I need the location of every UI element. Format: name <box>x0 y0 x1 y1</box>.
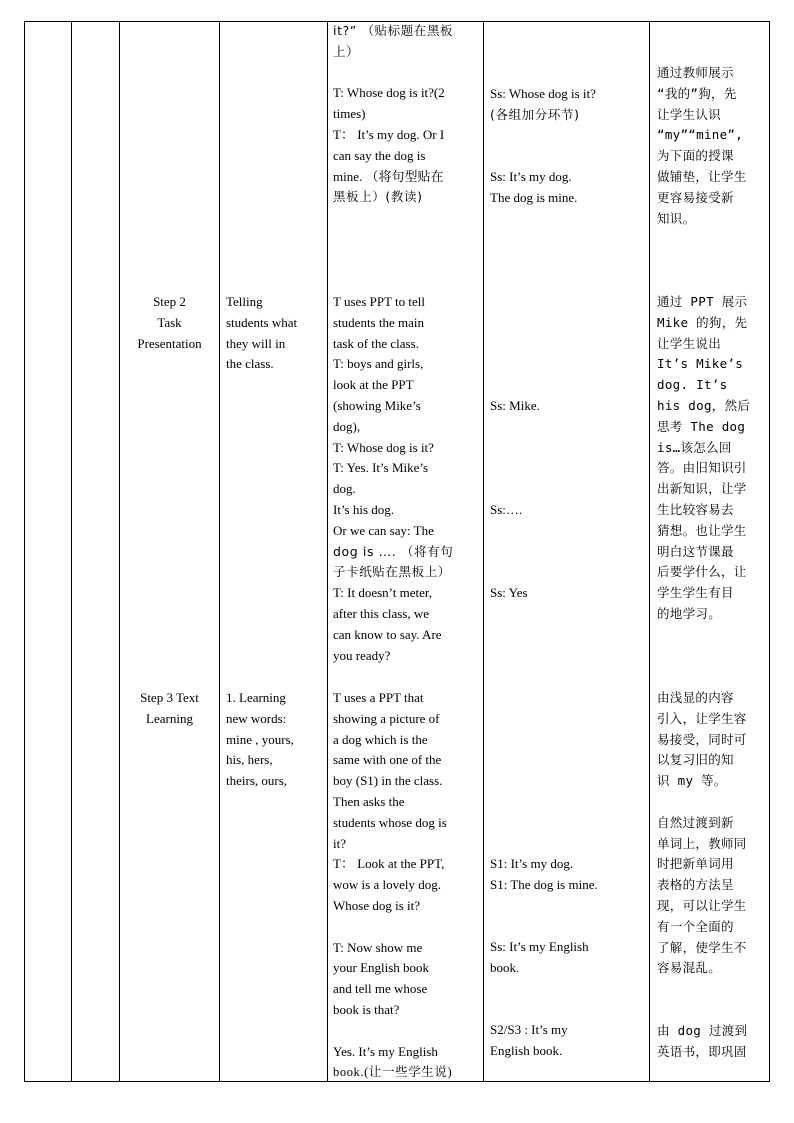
text-line: Mike 的狗，先 <box>657 314 748 330</box>
column-divider <box>219 21 220 1082</box>
text-line: his dog，然后 <box>657 397 751 413</box>
step3-content <box>226 688 319 792</box>
text-line: 英语书，即巩固 <box>657 1043 747 1059</box>
text-line: Telling <box>226 294 263 309</box>
text-line: 时把新单词用 <box>657 856 734 872</box>
text-line: Ss: Whose dog is it? <box>490 86 596 101</box>
text-line <box>490 1000 642 1021</box>
text-line <box>333 63 477 84</box>
text-line: 后要学什么，让 <box>657 564 747 580</box>
text-line: dog. <box>333 481 356 497</box>
text-line: task of the class. <box>333 335 419 351</box>
text-line: 出新知识，让学 <box>657 481 747 497</box>
text-line: mine , yours, <box>226 731 294 747</box>
text-line: same with one of the <box>333 752 442 768</box>
text-line: times) <box>333 106 366 122</box>
text-line: Then asks the <box>333 793 405 809</box>
step3-label: Step 3 Text Learning <box>140 690 199 726</box>
text-line: your English book <box>333 960 430 976</box>
text-line: after this class, we <box>333 605 430 621</box>
text-line: Ss: It’s my dog. <box>490 169 572 185</box>
text-line: 有一个全面的 <box>657 918 734 934</box>
text-line <box>490 916 642 937</box>
text-line: English book. <box>490 1043 563 1059</box>
top-teacher-activity <box>333 21 477 208</box>
text-line: 更容易接受新 <box>657 189 734 205</box>
text-line: T: It doesn’t meter, <box>333 585 432 601</box>
text-line: 学生学生有目 <box>657 585 734 601</box>
text-line: 由浅显的内容 <box>657 690 734 705</box>
text-line: students what <box>226 314 298 330</box>
text-line: 识 my 等。 <box>657 773 727 789</box>
column-divider <box>71 21 72 1082</box>
text-line: 的地学习。 <box>657 605 722 621</box>
text-line: “my”“mine”, <box>657 127 744 143</box>
text-line: they will in <box>226 335 286 351</box>
text-line: T: Yes. It’s Mike’s <box>333 460 429 476</box>
text-line: T： It’s my dog. Or I <box>333 126 445 142</box>
text-line <box>333 917 477 938</box>
text-line: 黑板上）(教读) <box>333 189 423 205</box>
text-line <box>657 979 763 1000</box>
text-line <box>657 1000 763 1021</box>
text-line: S1: It’s my dog. <box>490 856 574 871</box>
text-line: and tell me whose <box>333 981 428 997</box>
text-line: 容易混乱。 <box>657 960 722 976</box>
text-line: his, hers, <box>226 752 273 768</box>
text-line: 让学生说出 <box>657 335 722 351</box>
text-line: Ss: Mike. <box>490 398 540 413</box>
text-line: 易接受，同时可 <box>657 731 747 747</box>
text-line: T: boys and girls, <box>333 356 424 372</box>
text-line: Yes. It’s my English <box>333 1043 438 1059</box>
text-line: It’s Mike’s <box>657 356 744 372</box>
text-line <box>490 146 642 167</box>
text-line: can know to say. Are <box>333 626 442 642</box>
text-line: book is that? <box>333 1001 400 1017</box>
text-line: book.(让一些学生说) <box>333 1065 453 1080</box>
text-line: theirs, ours, <box>226 773 288 789</box>
text-line: book. <box>490 959 520 975</box>
top-student-activity <box>490 84 642 209</box>
text-line: 做铺垫，让学生 <box>657 168 747 184</box>
text-line: T: Now show me <box>333 939 423 955</box>
top-design-notes <box>657 63 763 229</box>
text-line: T uses a PPT that <box>333 690 424 705</box>
step2-content <box>226 292 319 375</box>
text-line: dog), <box>333 418 361 434</box>
text-line: Ss: Yes <box>490 585 528 601</box>
text-line: S1: The dog is mine. <box>490 876 598 892</box>
step3-teacher-activity <box>333 688 477 1083</box>
step2-design-notes <box>657 292 763 625</box>
text-line: 由 dog 过渡到 <box>657 1022 748 1038</box>
text-line: 子卡纸贴在黑板上） <box>333 564 451 580</box>
text-line: (各组加分环节) <box>490 106 580 122</box>
text-line: a dog which is the <box>333 731 428 747</box>
text-line: dog is …. （将有句 <box>333 543 454 559</box>
text-line: Or we can say: The <box>333 522 434 538</box>
text-line: 1. Learning <box>226 690 286 705</box>
column-divider <box>483 21 484 1082</box>
text-line: T： Look at the PPT, <box>333 856 445 872</box>
text-line: 通过 PPT 展示 <box>657 294 748 309</box>
text-line: wow is a lovely dog. <box>333 877 441 893</box>
text-line: Ss: It’s my English <box>490 939 589 955</box>
text-line: It’s his dog. <box>333 501 395 517</box>
text-line: you ready? <box>333 647 391 663</box>
text-line: 让学生认识 <box>657 106 722 122</box>
text-line: The dog is mine. <box>490 189 578 205</box>
text-line: look at the PPT <box>333 377 414 393</box>
text-line: 明白这节课最 <box>657 543 734 559</box>
text-line: 生比较容易去 <box>657 501 734 517</box>
column-divider <box>649 21 650 1082</box>
column-divider <box>24 21 25 1082</box>
step3-student-activity <box>490 854 642 1062</box>
text-line: boy (S1) in the class. <box>333 773 443 789</box>
text-line: 表格的方法呈 <box>657 877 734 893</box>
step3-design-notes <box>657 688 763 1062</box>
text-line: Ss:…. <box>490 501 523 517</box>
text-line: dog. It’s <box>657 377 728 393</box>
text-line: “我的”狗，先 <box>657 85 737 101</box>
text-line: it?” （贴标题在黑板 <box>333 23 454 38</box>
column-divider <box>119 21 120 1082</box>
step2-label: Step 2 Task Presentation <box>137 294 202 351</box>
text-line: T: Whose dog is it? <box>333 439 434 455</box>
text-line: 现，可以让学生 <box>657 897 747 913</box>
text-line: 知识。 <box>657 210 696 226</box>
text-line: 猜想。也让学生 <box>657 522 747 538</box>
text-line: T: Whose dog is it?(2 <box>333 85 445 101</box>
text-line <box>490 896 642 917</box>
text-line: 以复习旧的知 <box>657 752 734 768</box>
text-line: is…该怎么回 <box>657 439 732 455</box>
column-divider <box>327 21 328 1082</box>
text-line: S2/S3 : It’s my <box>490 1022 568 1038</box>
text-line: it? <box>333 835 346 851</box>
text-line: 思考 The dog <box>657 418 746 434</box>
text-line: can say the dog is <box>333 147 426 163</box>
text-line: students the main <box>333 314 424 330</box>
text-line: 上） <box>333 43 360 59</box>
text-line: T uses PPT to tell <box>333 294 425 309</box>
text-line: 引入，让学生容 <box>657 710 747 726</box>
column-divider <box>769 21 770 1082</box>
text-line: the class. <box>226 356 274 372</box>
text-line: 单词上，教师同 <box>657 835 747 851</box>
text-line: 了解，使学生不 <box>657 939 747 955</box>
text-line: Whose dog is it? <box>333 897 421 913</box>
text-line: showing a picture of <box>333 710 440 726</box>
text-line: (showing Mike’s <box>333 397 421 413</box>
text-line: new words: <box>226 710 287 726</box>
text-line <box>657 792 763 813</box>
text-line: 答。由旧知识引 <box>657 460 747 476</box>
text-line <box>490 126 642 147</box>
text-line <box>490 979 642 1000</box>
step2-student-activity <box>490 396 642 604</box>
text-line: 为下面的授课 <box>657 148 734 164</box>
text-line: 通过教师展示 <box>657 65 734 80</box>
step2-teacher-activity <box>333 292 477 666</box>
text-line: 自然过渡到新 <box>657 814 734 830</box>
text-line: mine. （将句型贴在 <box>333 168 444 184</box>
text-line: students whose dog is <box>333 814 447 830</box>
text-line <box>333 1021 477 1042</box>
